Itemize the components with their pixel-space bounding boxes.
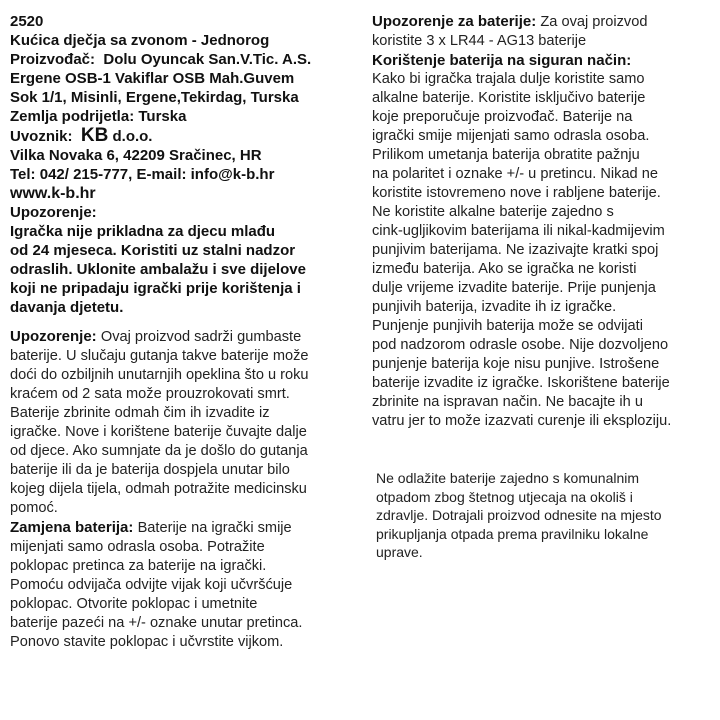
importer-address: Vilka Novaka 6, 42209 Sračinec, HR <box>10 147 262 164</box>
safe-use-line: punjivih baterija, izvadite ih iz igračke. <box>372 299 617 315</box>
importer-label: Uvoznik: <box>10 128 73 145</box>
battery-warning-line: od djece. Ako sumnjate da je došlo do gutanja <box>10 443 308 459</box>
safe-use-line: igrački smije mijenjati samo odrasla osoba. <box>372 128 650 144</box>
safe-use-line: Ne koristite alkalne baterije zajedno s <box>372 204 614 220</box>
spacer <box>372 431 712 469</box>
battery-replacement-first-line <box>10 518 358 538</box>
general-warning-line: odraslih. Uklonite ambalažu i sve dijelove <box>10 261 306 278</box>
battery-replacement-line: Ponovo stavite poklopac i učvrstite vijkom. <box>10 634 284 650</box>
general-warning-line: davanja djetetu. <box>10 299 124 316</box>
safe-use-line: između baterija. Ako se igračka ne koristi <box>372 261 637 277</box>
battery-replacement-line: poklopac pretinca za baterije na igrački. <box>10 558 267 574</box>
product-name: Kućica dječja sa zvonom - Jednorog <box>10 32 270 49</box>
battery-type-spec: koristite 3 x LR44 - AG13 baterije <box>372 33 587 49</box>
safe-use-line: na polaritet i oznake +/- u pretincu. Nikad ne <box>372 166 658 182</box>
importer-brand: KB <box>80 125 109 146</box>
manufacturer-name: Dolu Oyuncak San.V.Tic. A.S. <box>103 51 312 68</box>
battery-replacement-title: Zamjena baterija: <box>10 519 134 536</box>
battery-replacement-line: poklopac. Otvorite poklopac i umetnite <box>10 596 258 612</box>
battery-warning-title: Upozorenje: <box>10 328 97 345</box>
product-code: 2520 <box>10 13 44 30</box>
battery-type-title: Upozorenje za baterije: <box>372 13 537 30</box>
general-warning-line: koji ne pripadaju igrački prije korištenja i <box>10 280 301 297</box>
safe-use-line: Prilikom umetanja baterija obratite pažnju <box>372 147 640 163</box>
general-warning-line: od 24 mjeseca. Koristiti uz stalni nadzor <box>10 242 296 259</box>
disposal-line: uprave. <box>376 544 423 560</box>
safe-use-line: cink-ugljikovim baterijama ili nikal-kadmijevim <box>372 223 665 239</box>
website-link: www.k-b.hr <box>10 185 96 202</box>
manufacturer-label: Proizvođač: <box>10 51 96 68</box>
battery-warning-line: baterije. U slučaju gutanja takve baterije može <box>10 348 309 364</box>
disposal-line: prikupljanja otpada prema pravilniku lokalne <box>376 525 649 542</box>
safe-use-title: Korištenje baterija na siguran način: <box>372 52 632 69</box>
safe-use-line: koje preporučuje proizvođač. Baterije na <box>372 109 633 125</box>
safe-use-line: zbrinite na ispravan način. Ne bacajte ih u <box>372 394 643 410</box>
battery-warning-line: pomoć. <box>10 500 58 516</box>
battery-warning-first-line <box>10 327 358 347</box>
battery-warning-line: doći do ozbiljnih unutarnjih opeklina što u roku <box>10 367 309 383</box>
manufacturer-address-1: Ergene OSB-1 Vakiflar OSB Mah.Guvem <box>10 70 295 87</box>
battery-replacement-line: baterije pazeći na +/- oznake unutar pretinca. <box>10 615 303 631</box>
safe-use-line: koristite istovremeno nove i rabljene baterije. <box>372 185 661 201</box>
general-warning-title: Upozorenje: <box>10 204 97 221</box>
general-warning-line: Igračka nije prikladna za djecu mlađu <box>10 223 276 240</box>
safe-use-line: alkalne baterije. Koristite isključivo baterije <box>372 90 646 106</box>
safe-use-line: baterije izvadite iz igračke. Iskorištene baterije <box>372 375 670 391</box>
safe-use-line: punjivim baterijama. Ne izazivajte kratki spoj <box>372 242 659 258</box>
spacer <box>10 317 358 327</box>
battery-type-first-line <box>372 12 712 32</box>
safe-use-line: Kako bi igračka trajala dulje koristite samo <box>372 71 645 87</box>
importer-line <box>10 126 358 146</box>
battery-warning-line: igračke. Nove i korištene baterije čuvajte dalje <box>10 424 307 440</box>
battery-warning-line: baterije ili da je baterija dospjela unutar bilo <box>10 462 290 478</box>
manufacturer-line <box>10 50 358 69</box>
country-of-origin: Zemlja podrijetla: Turska <box>10 108 187 125</box>
right-column <box>372 12 712 562</box>
battery-replacement-line: mijenjati samo odrasla osoba. Potražite <box>10 539 265 555</box>
manufacturer-address-2: Sok 1/1, Misinli, Ergene,Tekirdag, Turska <box>10 89 299 106</box>
safe-use-line: punjenje baterija koje nisu punjive. Istrošene <box>372 356 660 372</box>
left-column <box>10 12 358 652</box>
importer-suffix: d.o.o. <box>112 128 153 145</box>
safe-use-line: Punjenje punjivih baterija može se odvijati <box>372 318 643 334</box>
battery-warning-line: kraćem od 2 sata može prouzrokovati smrt. <box>10 386 290 402</box>
safe-use-line: dulje vrijeme izvadite baterije. Prije punjenja <box>372 280 656 296</box>
disposal-line: Ne odlažite baterije zajedno s komunalnim <box>376 470 640 486</box>
battery-replacement-line: Pomoću odvijača odvijte vijak koji učvršćuje <box>10 577 293 593</box>
battery-warning-line: Baterije zbrinite odmah čim ih izvadite iz <box>10 405 270 421</box>
safe-use-line: pod nadzorom odrasle osobe. Nije dozvoljeno <box>372 337 669 353</box>
safe-use-line: vatru jer to može izazvati curenje ili eksploziju. <box>372 413 672 429</box>
battery-warning-line: kojeg dijela tijela, odmah potražite medicinsku <box>10 481 307 497</box>
contact-info: Tel: 042/ 215-777, E-mail: info@k-b.hr <box>10 166 275 183</box>
battery-type-text: Za ovaj proizvod <box>540 14 648 30</box>
battery-warning-text: Ovaj proizvod sadrži gumbaste <box>100 329 302 345</box>
disposal-line: otpadom zbog štetnog utjecaja na okoliš i <box>376 488 633 505</box>
battery-replacement-text: Baterije na igrački smije <box>137 520 292 536</box>
disposal-line: zdravlje. Dotrajali proizvod odnesite na mjesto <box>376 507 662 523</box>
